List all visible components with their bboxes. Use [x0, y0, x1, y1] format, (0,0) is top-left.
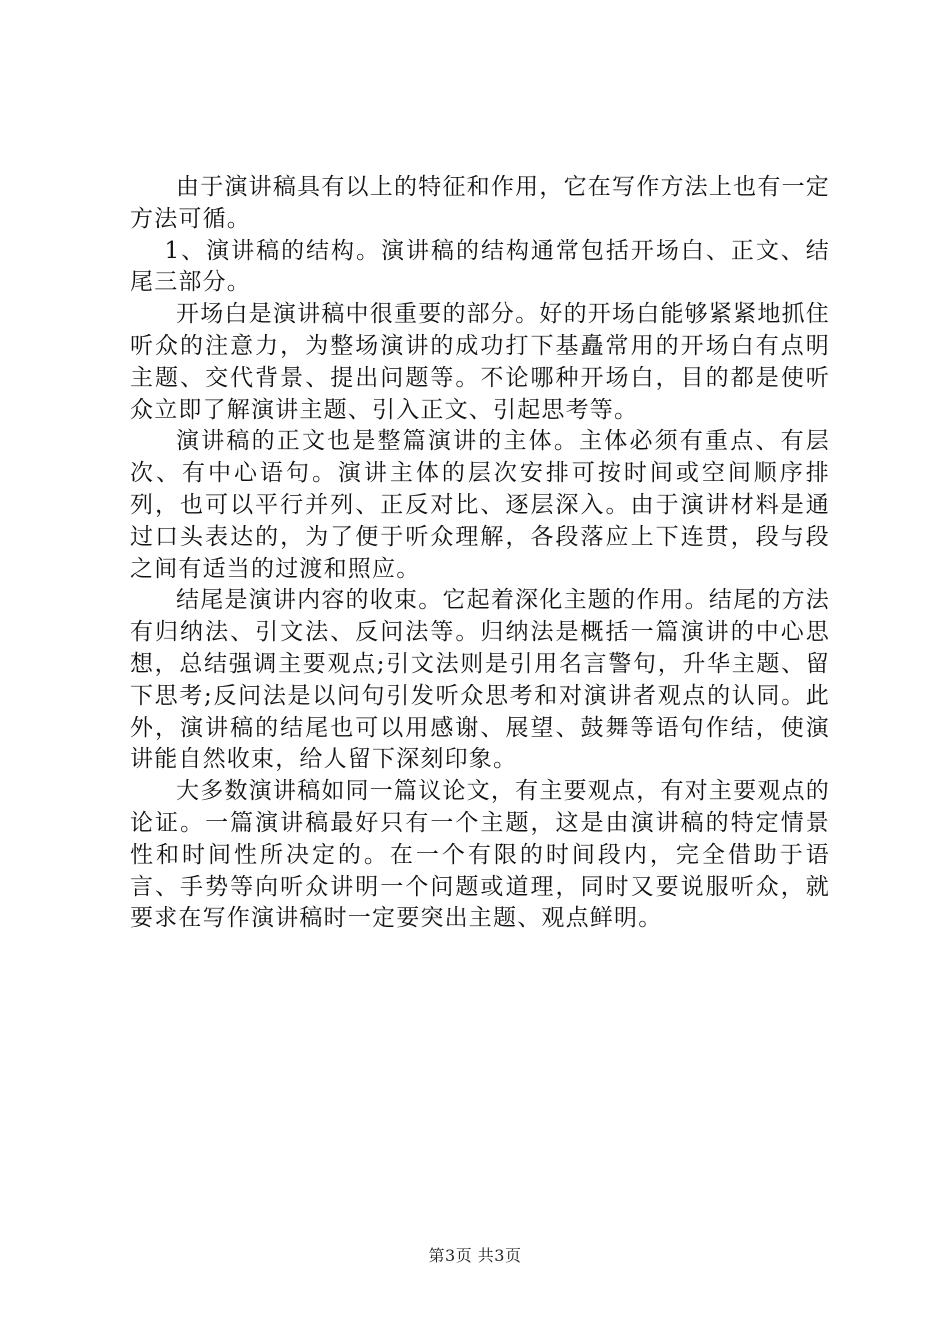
paragraph-summary: 大多数演讲稿如同一篇议论文，有主要观点，有对主要观点的论证。一篇演讲稿最好只有一个主题，这是由演讲稿的特定情景性和时间性所决定的。在一个有限的时间段内，完全借助于语言、手势等向听众讲明一个问题或道理，同时又要说服听众，就要求在写作演讲稿时一定要突出主题、观点鲜明。: [130, 778, 830, 932]
page-footer: 第3页 共3页: [428, 1246, 522, 1265]
paragraph-ending: 结尾是演讲内容的收束。它起着深化主题的作用。结尾的方法有归纳法、引文法、反问法等。归纳法是概括一篇演讲的中心思想，总结强调主要观点;引文法则是引用名言警句，升华主题、留下思考;反问法是以问句引发听众思考和对演讲者观点的认同。此外，演讲稿的结尾也可以用感谢、展望、鼓舞等语句作结，使演讲能自然收束，给人留下深刻印象。: [130, 587, 830, 773]
paragraph-intro: 由于演讲稿具有以上的特征和作用，它在写作方法上也有一定方法可循。: [130, 174, 830, 232]
document-body: [130, 172, 830, 935]
paragraph-main-body: 演讲稿的正文也是整篇演讲的主体。主体必须有重点、有层次、有中心语句。演讲主体的层次安排可按时间或空间顺序排列，也可以平行并列、正反对比、逐层深入。由于演讲材料是通过口头表达的，为了便于听众理解，各段落应上下连贯，段与段之间有适当的过渡和照应。: [130, 428, 830, 582]
paragraph-opening: 开场白是演讲稿中很重要的部分。好的开场白能够紧紧地抓住听众的注意力，为整场演讲的成功打下基矗常用的开场白有点明主题、交代背景、提出问题等。不论哪种开场白，目的都是使听众立即了解演讲主题、引入正文、引起思考等。: [130, 301, 830, 423]
paragraph-structure-heading: 1、演讲稿的结构。演讲稿的结构通常包括开场白、正文、结尾三部分。: [130, 237, 830, 296]
